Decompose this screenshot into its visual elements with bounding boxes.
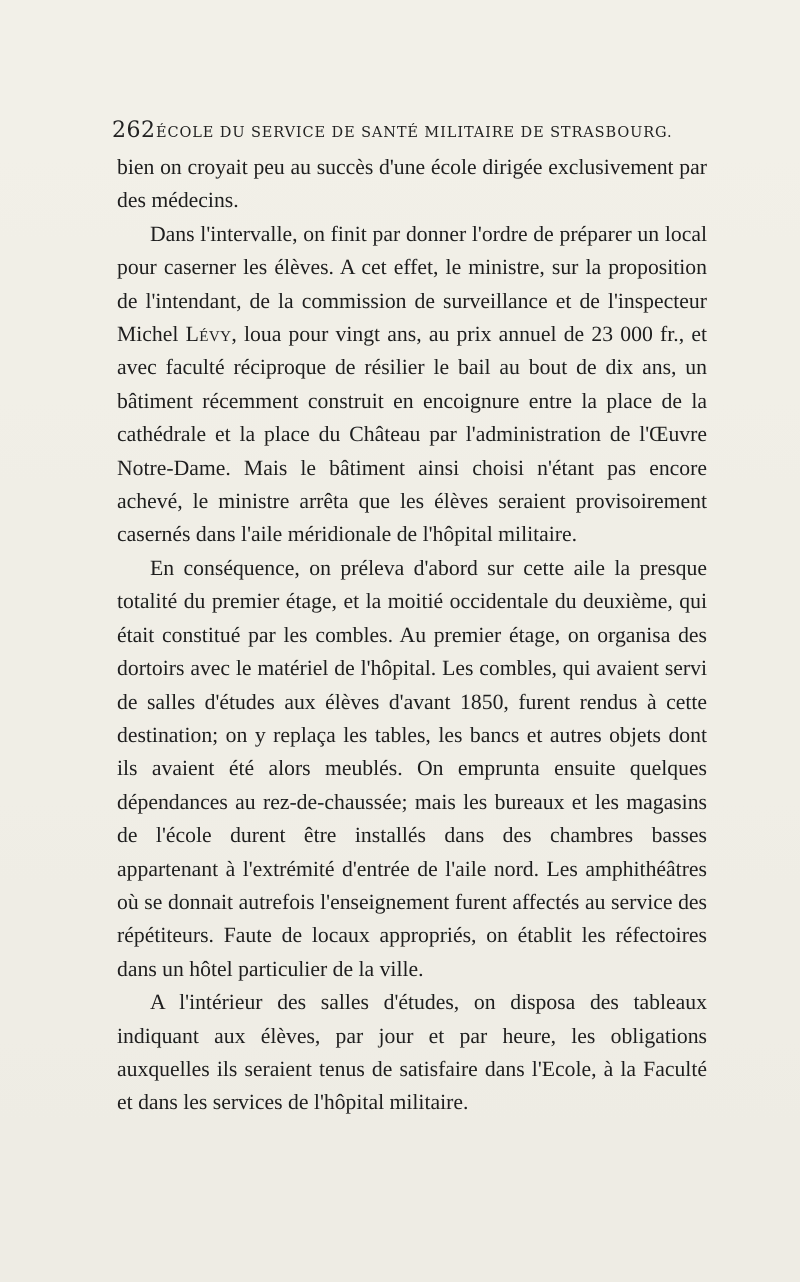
running-title: ÉCOLE DU SERVICE DE SANTÉ MILITAIRE DE STRASBOURG. (156, 125, 673, 141)
paragraph-4: A l'intérieur des salles d'études, on disposa des tableaux indiquant aux élèves, par jour et par heure, les obligations auxquelles ils seraient tenus de satisfaire dans l'Ecole, à la Faculté et dans les services de l'hôpital militaire. (117, 990, 707, 1115)
page-number: 262 (112, 118, 156, 143)
person-name-levy: Lévy (185, 322, 232, 347)
body-text (117, 151, 707, 1120)
page-header (112, 118, 702, 144)
paragraph-2-text-before-name: Dans l'intervalle, on finit par donner l'ordre de préparer un local pour caserner les élèves. A cet effet, le ministre, sur la proposition de l'intendant, de la commission de surveillance et de l'inspecteur Michel (117, 221, 707, 347)
paragraph-3: En conséquence, on préleva d'abord sur cette aile la presque totalité du premier étage, et la moitié occidentale du deuxième, qui était constitué par les combles. Au premier étage, on organisa des dortoirs avec le matériel de l'hôpital. Les combles, qui avaient servi de salles d'études aux élèves d'avant 1850, furent rendus à cette destination; on y replaça les tables, les bancs et autres objets dont ils avaient été alors meublés. On emprunta ensuite quelques dépendances au rez-de-chaussée; mais les bureaux et les magasins de l'école durent être installés dans des chambres basses appartenant à l'extrémité d'entrée de l'aile nord. Les amphithéâtres où se donnait autrefois l'enseignement furent affectés au service des répétiteurs. Faute de locaux appropriés, on établit les réfectoires dans un hôtel particulier de la ville. (117, 555, 707, 981)
paragraph-2 (117, 218, 707, 552)
paragraph-1: bien on croyait peu au succès d'une école dirigée exclusivement par des médecins. (117, 155, 707, 213)
paragraph-2-text-after-name: , loua pour vingt ans, au prix annuel de 23 000 fr., et avec faculté réciproque de résilier le bail au bout de dix ans, un bâtiment récemment construit en encoignure entre la place de la cathédrale et la place du Château par l'administration de l'Œuvre Notre-Dame. Mais le bâtiment ainsi choisi n'étant pas encore achevé, le ministre arrêta que les élèves seraient provisoirement casernés dans l'aile méridionale de l'hôpital militaire. (117, 322, 707, 547)
